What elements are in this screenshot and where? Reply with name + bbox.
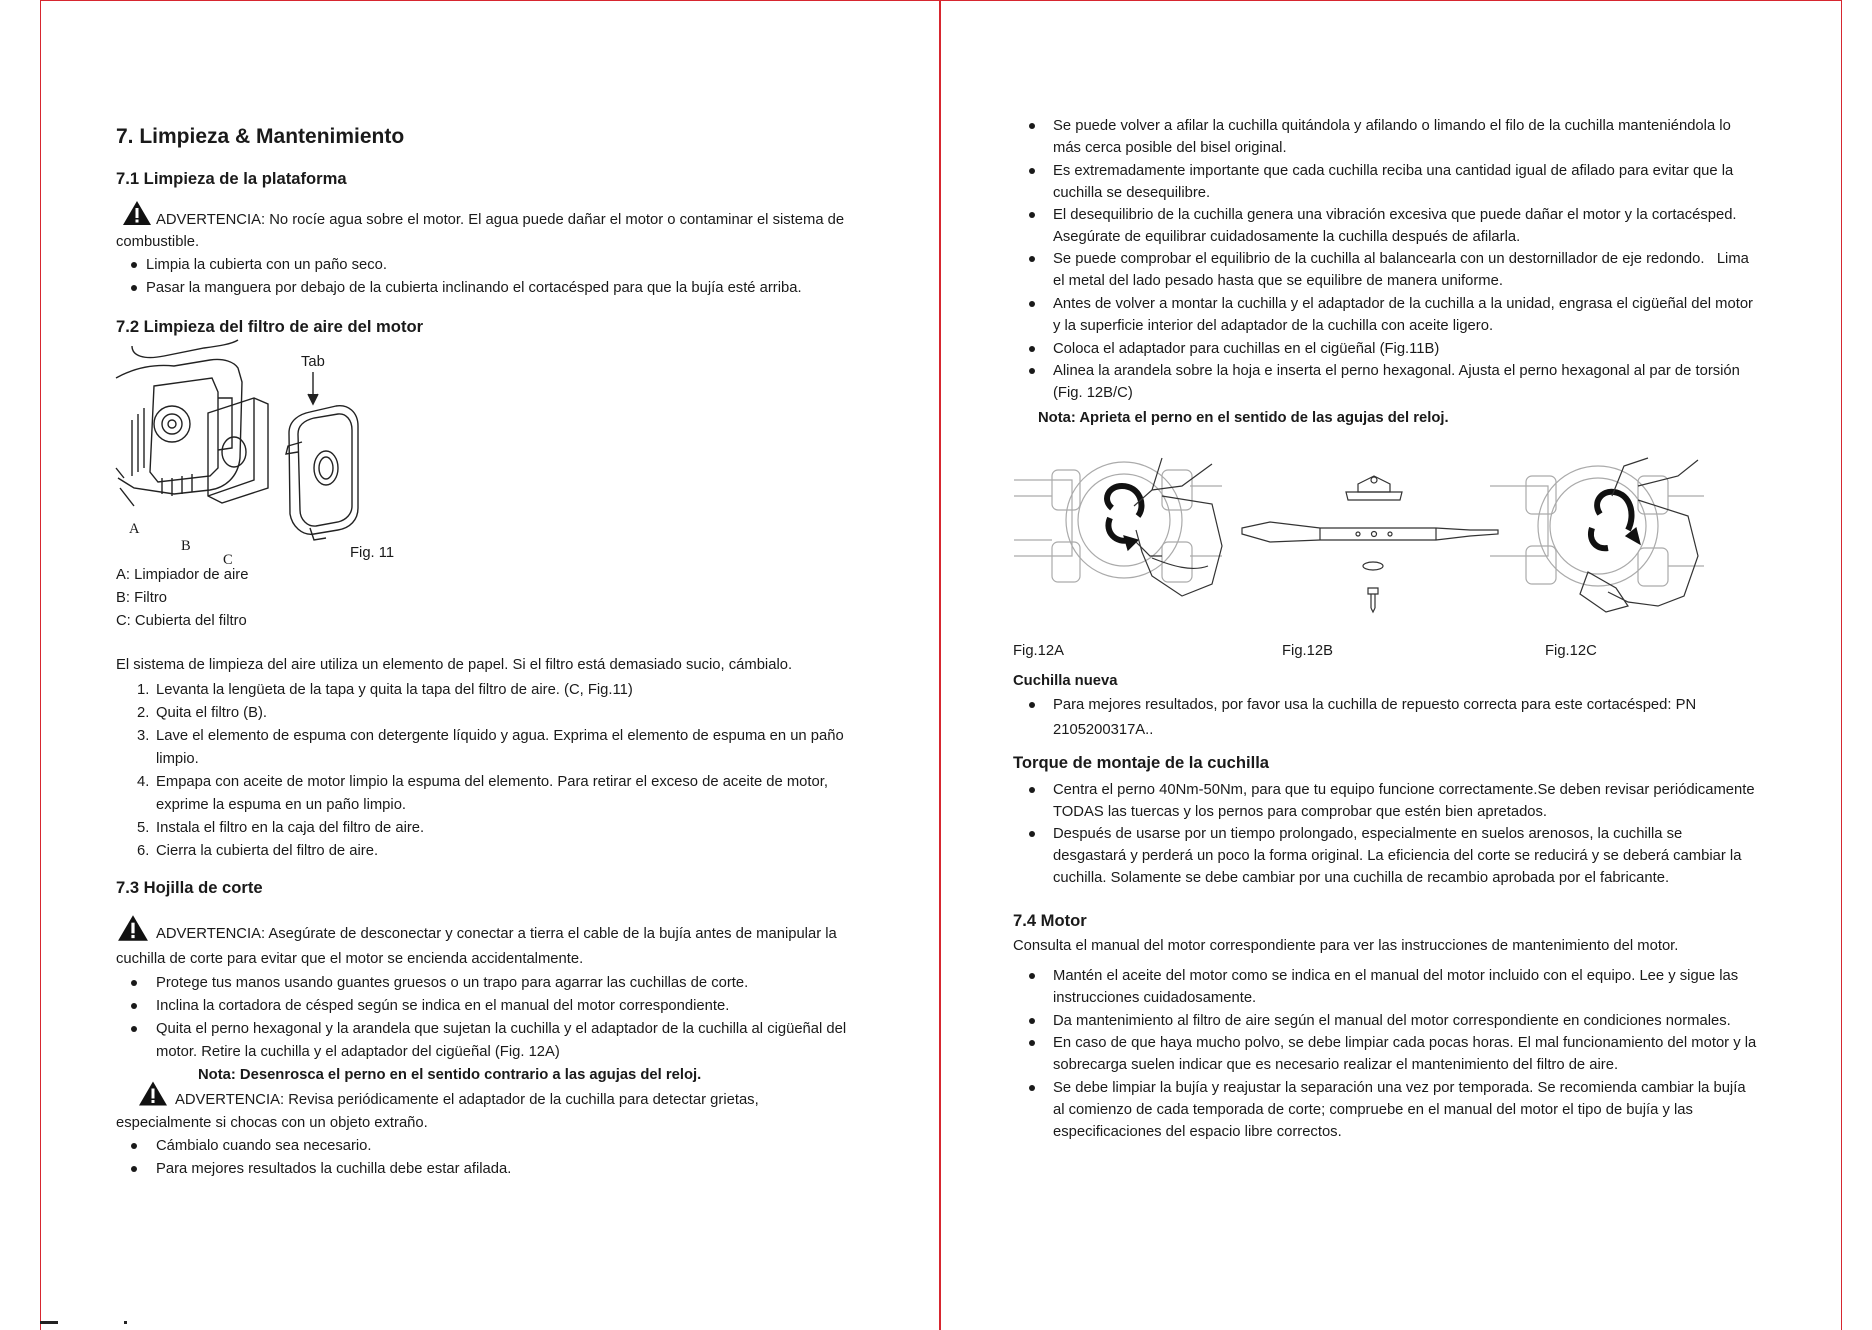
paragraph: El sistema de limpieza del aire utiliza un elemento de papel. Si el filtro está demasiado sucio, cámbialo. bbox=[116, 657, 793, 673]
bullet-marker bbox=[131, 285, 137, 291]
list-item: Coloca el adaptador para cuchillas en el cigüeñal (Fig.11B) bbox=[1053, 341, 1440, 357]
bullet-marker bbox=[1029, 256, 1035, 262]
step-text: Quita el filtro (B). bbox=[156, 705, 268, 721]
list-item-cont: 2105200317A.. bbox=[1053, 722, 1154, 738]
warning-text-cont: combustible. bbox=[116, 234, 200, 250]
blade-parts-illustration bbox=[1240, 470, 1500, 620]
list-item-cont: motor. Retire la cuchilla y el adaptador del cigüeñal (Fig. 12A) bbox=[156, 1044, 560, 1060]
list-item: Pasar la manguera por debajo de la cubierta inclinando el cortacésped para que la bujía esté arriba. bbox=[146, 280, 802, 296]
bullet-marker bbox=[1029, 831, 1035, 837]
list-item: Protege tus manos usando guantes gruesos o un trapo para agarrar las cuchillas de corte. bbox=[156, 975, 749, 991]
warning-icon bbox=[138, 1080, 168, 1106]
figure-label-c: C bbox=[223, 552, 233, 568]
list-item-cont: TODAS las tuercas y los pernos para comprobar que estén bien apretados. bbox=[1053, 804, 1548, 820]
list-item: Para mejores resultados la cuchilla debe estar afilada. bbox=[156, 1161, 512, 1177]
step-text: Empapa con aceite de motor limpio la espuma del elemento. Para retirar el exceso de aceite de motor, bbox=[156, 774, 828, 790]
bullet-marker bbox=[1029, 368, 1035, 374]
step-number: 4. bbox=[137, 774, 150, 790]
list-item: El desequilibrio de la cuchilla genera una vibración excesiva que puede dañar el motor y la cortacésped. bbox=[1053, 207, 1737, 223]
list-item-cont: el metal del lado pesado hasta que se equilibre de manera uniforme. bbox=[1053, 273, 1503, 289]
list-item-cont: instrucciones cuidadosamente. bbox=[1053, 990, 1257, 1006]
list-item-cont: especificaciones del espacio libre correctos. bbox=[1053, 1124, 1342, 1140]
bullet-marker bbox=[1029, 346, 1035, 352]
blade-install-illustration bbox=[1488, 456, 1716, 621]
paragraph: Consulta el manual del motor correspondiente para ver las instrucciones de mantenimiento del motor. bbox=[1013, 938, 1679, 954]
air-filter-illustration bbox=[114, 338, 424, 558]
list-item-cont: (Fig. 12B/C) bbox=[1053, 385, 1133, 401]
bullet-marker bbox=[1029, 973, 1035, 979]
step-text: Instala el filtro en la caja del filtro de aire. bbox=[156, 820, 425, 836]
section-heading-7-1: 7.1 Limpieza de la plataforma bbox=[116, 169, 347, 188]
list-item: Después de usarse por un tiempo prolongado, especialmente en suelos arenosos, la cuchilla se bbox=[1053, 826, 1683, 842]
step-text: Lave el elemento de espuma con detergente líquido y agua. Exprima el elemento de espuma en un paño bbox=[156, 728, 844, 744]
step-number: 6. bbox=[137, 843, 150, 859]
list-item: Inclina la cortadora de césped según se indica en el manual del motor correspondiente. bbox=[156, 998, 730, 1014]
list-item-cont: y la superficie interior del adaptador de la cuchilla con aceite ligero. bbox=[1053, 318, 1494, 334]
step-text: Cierra la cubierta del filtro de aire. bbox=[156, 843, 379, 859]
warning-icon bbox=[122, 200, 152, 226]
step-number: 1. bbox=[137, 682, 150, 698]
bullet-marker bbox=[1029, 123, 1035, 129]
list-item: Mantén el aceite del motor como se indica en el manual del motor incluido con el equipo. Lee y sigue las bbox=[1053, 968, 1739, 984]
list-item: Se debe limpiar la bujía y reajustar la separación una vez por temporada. Se recomienda cambiar la bujía bbox=[1053, 1080, 1746, 1096]
bullet-marker bbox=[131, 980, 137, 986]
list-item-cont: al comienzo de cada temporada de corte; compruebe en el manual del motor el tipo de bujía y las bbox=[1053, 1102, 1693, 1118]
note-text: Nota: Aprieta el perno en el sentido de las agujas del reloj. bbox=[1038, 410, 1449, 426]
list-item: Quita el perno hexagonal y la arandela que sujetan la cuchilla y el adaptador de la cuchilla al cigüeñal del bbox=[156, 1021, 847, 1037]
step-text-cont: exprime la espuma en un paño limpio. bbox=[156, 797, 407, 813]
section-heading-7-2: 7.2 Limpieza del filtro de aire del motor bbox=[116, 317, 424, 336]
step-text: Levanta la lengüeta de la tapa y quita la tapa del filtro de aire. (C, Fig.11) bbox=[156, 682, 633, 698]
warning-text-cont: cuchilla de corte para evitar que el motor se encienda accidentalmente. bbox=[116, 951, 584, 967]
step-text-cont: limpio. bbox=[156, 751, 199, 767]
bullet-marker bbox=[1029, 168, 1035, 174]
figure-label-tab: Tab bbox=[301, 354, 325, 370]
note-text: Nota: Desenrosca el perno en el sentido contrario a las agujas del reloj. bbox=[198, 1067, 702, 1083]
step-number: 5. bbox=[137, 820, 150, 836]
figure-caption: Fig. 11 bbox=[350, 545, 395, 561]
warning-text: ADVERTENCIA: Revisa periódicamente el adaptador de la cuchilla para detectar grietas, bbox=[175, 1092, 759, 1108]
subheading-new-blade: Cuchilla nueva bbox=[1013, 673, 1118, 689]
list-item: Cámbialo cuando sea necesario. bbox=[156, 1138, 372, 1154]
page-title: 7. Limpieza & Mantenimiento bbox=[116, 125, 405, 148]
list-item: En caso de que haya mucho polvo, se debe limpiar cada pocas horas. El mal funcionamiento del motor y la bbox=[1053, 1035, 1757, 1051]
bullet-marker bbox=[1029, 1085, 1035, 1091]
legend-item: A: Limpiador de aire bbox=[116, 567, 249, 583]
bullet-marker bbox=[1029, 702, 1035, 708]
legend-item: C: Cubierta del filtro bbox=[116, 613, 247, 629]
bullet-marker bbox=[131, 1166, 137, 1172]
bullet-marker bbox=[131, 1003, 137, 1009]
list-item-cont: cuchilla. Solamente se debe cambiar por una cuchilla de recambio aprobada por el fabricante. bbox=[1053, 870, 1670, 886]
bullet-marker bbox=[1029, 212, 1035, 218]
bullet-marker bbox=[131, 262, 137, 268]
list-item: Limpia la cubierta con un paño seco. bbox=[146, 257, 388, 273]
list-item: Centra el perno 40Nm-50Nm, para que tu equipo funcione correctamente.Se deben revisar periódicamente bbox=[1053, 782, 1755, 798]
subheading-torque: Torque de montaje de la cuchilla bbox=[1013, 753, 1270, 772]
list-item-cont: más cerca posible del bisel original. bbox=[1053, 140, 1287, 156]
warning-text-cont: especialmente si chocas con un objeto extraño. bbox=[116, 1115, 428, 1131]
list-item: Antes de volver a montar la cuchilla y el adaptador de la cuchilla a la unidad, engrasa el cigüeñal del motor bbox=[1053, 296, 1753, 312]
bullet-marker bbox=[131, 1143, 137, 1149]
list-item-cont: sobrecarga suelen indicar que es necesario realizar el mantenimiento del filtro de aire. bbox=[1053, 1057, 1619, 1073]
figure-label-b: B bbox=[181, 538, 191, 554]
list-item-cont: Asegúrate de equilibrar cuidadosamente la cuchilla después de afilarla. bbox=[1053, 229, 1521, 245]
list-item: Se puede volver a afilar la cuchilla quitándola y afilando o limando el filo de la cuchilla manteniéndola lo bbox=[1053, 118, 1731, 134]
figure-caption: Fig.12A bbox=[1013, 643, 1064, 659]
figure-caption: Fig.12B bbox=[1282, 643, 1333, 659]
list-item: Alinea la arandela sobre la hoja e inserta el perno hexagonal. Ajusta el perno hexagonal al par de torsión bbox=[1053, 363, 1740, 379]
bullet-marker bbox=[1029, 301, 1035, 307]
figure-label-a: A bbox=[129, 521, 140, 537]
section-heading-7-4: 7.4 Motor bbox=[1013, 911, 1087, 930]
list-item-cont: desgastará y perderá un poco la forma original. La eficiencia del corte se reducirá y se deberá cambiar la bbox=[1053, 848, 1742, 864]
bullet-marker bbox=[1029, 1018, 1035, 1024]
step-number: 2. bbox=[137, 705, 150, 721]
warning-text: ADVERTENCIA: Asegúrate de desconectar y conectar a tierra el cable de la bujía antes de manipular la bbox=[156, 926, 837, 942]
warning-icon bbox=[117, 914, 147, 940]
warning-text: ADVERTENCIA: No rocíe agua sobre el motor. El agua puede dañar el motor o contaminar el sistema de bbox=[156, 212, 845, 228]
section-heading-7-3: 7.3 Hojilla de corte bbox=[116, 878, 263, 897]
step-number: 3. bbox=[137, 728, 150, 744]
legend-item: B: Filtro bbox=[116, 590, 167, 606]
list-item: Es extremadamente importante que cada cuchilla reciba una cantidad igual de afilado para evitar que la bbox=[1053, 163, 1734, 179]
list-item: Para mejores resultados, por favor usa la cuchilla de repuesto correcta para este cortacésped: PN bbox=[1053, 697, 1697, 713]
bullet-marker bbox=[1029, 787, 1035, 793]
bullet-marker bbox=[131, 1026, 137, 1032]
list-item-cont: cuchilla se desequilibre. bbox=[1053, 185, 1211, 201]
bullet-marker bbox=[1029, 1040, 1035, 1046]
figure-caption: Fig.12C bbox=[1545, 643, 1597, 659]
list-item: Se puede comprobar el equilibrio de la cuchilla al balancearla con un destornillador de eje redondo. Lima bbox=[1053, 251, 1749, 267]
blade-removal-illustration bbox=[1012, 456, 1232, 616]
list-item: Da mantenimiento al filtro de aire según el manual del motor correspondiente en condiciones normales. bbox=[1053, 1013, 1731, 1029]
